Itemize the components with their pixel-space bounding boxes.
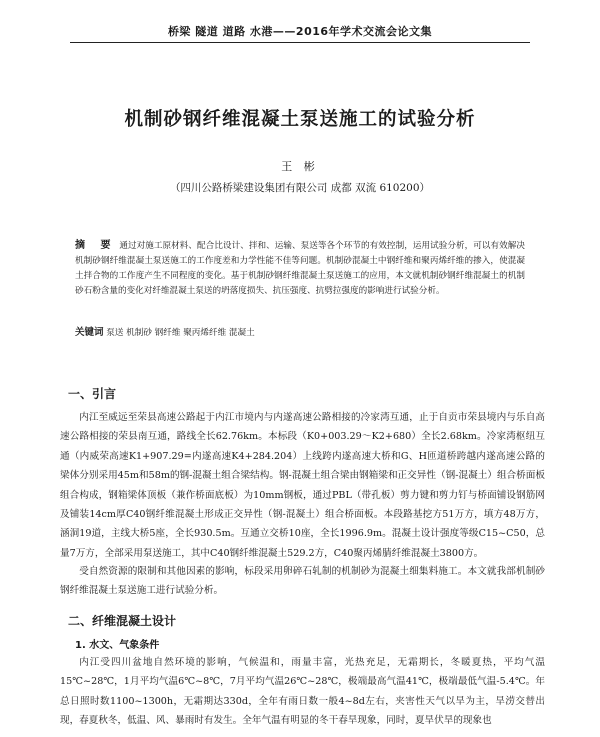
section-heading-design: 二、纤维混凝土设计 [68,614,177,628]
author-name: 王 彬 [281,160,319,173]
subsection-heading-climate: 1. 水文、气象条件 [75,640,160,651]
author-affiliation: （四川公路桥梁建设集团有限公司 成都 双流 610200） [169,182,431,194]
abstract [75,238,525,299]
keywords-text: 泵送 机制砂 钢纤维 聚丙烯纤维 混凝土 [106,328,255,338]
intro-paragraph-2: 受自然资源的限制和其他因素的影响，标段采用卵碎石轧制的机制砂为混凝土细集料施工。本文就我部机制砂钢纤维混凝土泵送施工进行试验分析。 [60,566,545,597]
keywords [75,324,525,338]
section-heading-intro: 一、引言 [68,387,117,401]
running-header [70,20,530,43]
abstract-label: 摘 要 [75,240,117,251]
running-title: 桥梁 隧道 道路 水港——2016年学术交流会论文集 [167,25,433,38]
climate-paragraph: 内江受四川盆地自然环境的影响，气候温和，雨量丰富，光热充足，无霜期长，冬暖夏热，平均气温15℃~28℃，1月平均气温6℃~8℃，7月平均气温26℃~28℃，极端最高气温41℃，极端最低气温-5.4℃。年总日照时数1100~1300h，无霜期达330d，全年有雨日数一般4~8d左右，夹害性天气以旱为主，旱涝交替出现，春夏秋冬，低温、风、暴雨时有发生。全年气温有明显的冬干春旱现象，同时，夏旱伏旱的现象也 [60,657,545,727]
keywords-label: 关键词 [75,327,104,338]
article-title: 机制砂钢纤维混凝土泵送施工的试验分析 [124,109,476,130]
abstract-text: 通过对施工原材料、配合比设计、拌和、运输、泵送等各个环节的有效控制，运用试验分析，可以有效解决机制砂钢纤维混凝土泵送施工的工作度差和力学性能不佳等问题。机制砂混凝土中钢纤维和聚丙烯纤维的掺入，使混凝土拌合物的工作度产生不同程度的变化。基于机制砂钢纤维混凝土泵送施工的应用，本文就机制砂钢纤维混凝土的机制砂石粉含量的变化对纤维混凝土泵送的坍落度损失、抗压强度、抗劈拉强度的影响进行试验分析。 [75,241,525,296]
intro-paragraph-1: 内江至威远至荣县高速公路起于内江市境内与内遂高速公路相接的冷家湾互通，止于自贡市荣县境内与乐自高速公路相接的荣县南互通，路线全长62.76km。本标段（K0+003.29～K2+680）全长2.68km。冷家湾枢纽互通（内威荣高速K1+907.29=内遂高速K4+284.204）上线跨内遂高速大桥和G、H匝道桥跨越内遂高速公路的梁体分别采用45m和58m的钢-混凝土组合梁结构。钢-混凝土组合梁由钢箱梁和正交异性（钢-混凝土）组合桥面板组合构成，钢箱梁体顶板（兼作桥面底板）为10mm钢板，通过PBL（带孔板）剪力键和剪力钉与桥面铺设钢筋网及铺装14cm厚C40钢纤维混凝土形成正交异性（钢-混凝土）组合桥面板。本段路基挖方51万方，填方48万方，涵洞19道，主线大桥5座，全长930.5m。互通立交桥10座，全长1996.9m。混凝土设计强度等级C15~C50，总量7万方，全部采用泵送施工，其中C40钢纤维混凝土529.2方，C40聚丙烯腈纤维混凝土3800方。 [60,412,545,559]
